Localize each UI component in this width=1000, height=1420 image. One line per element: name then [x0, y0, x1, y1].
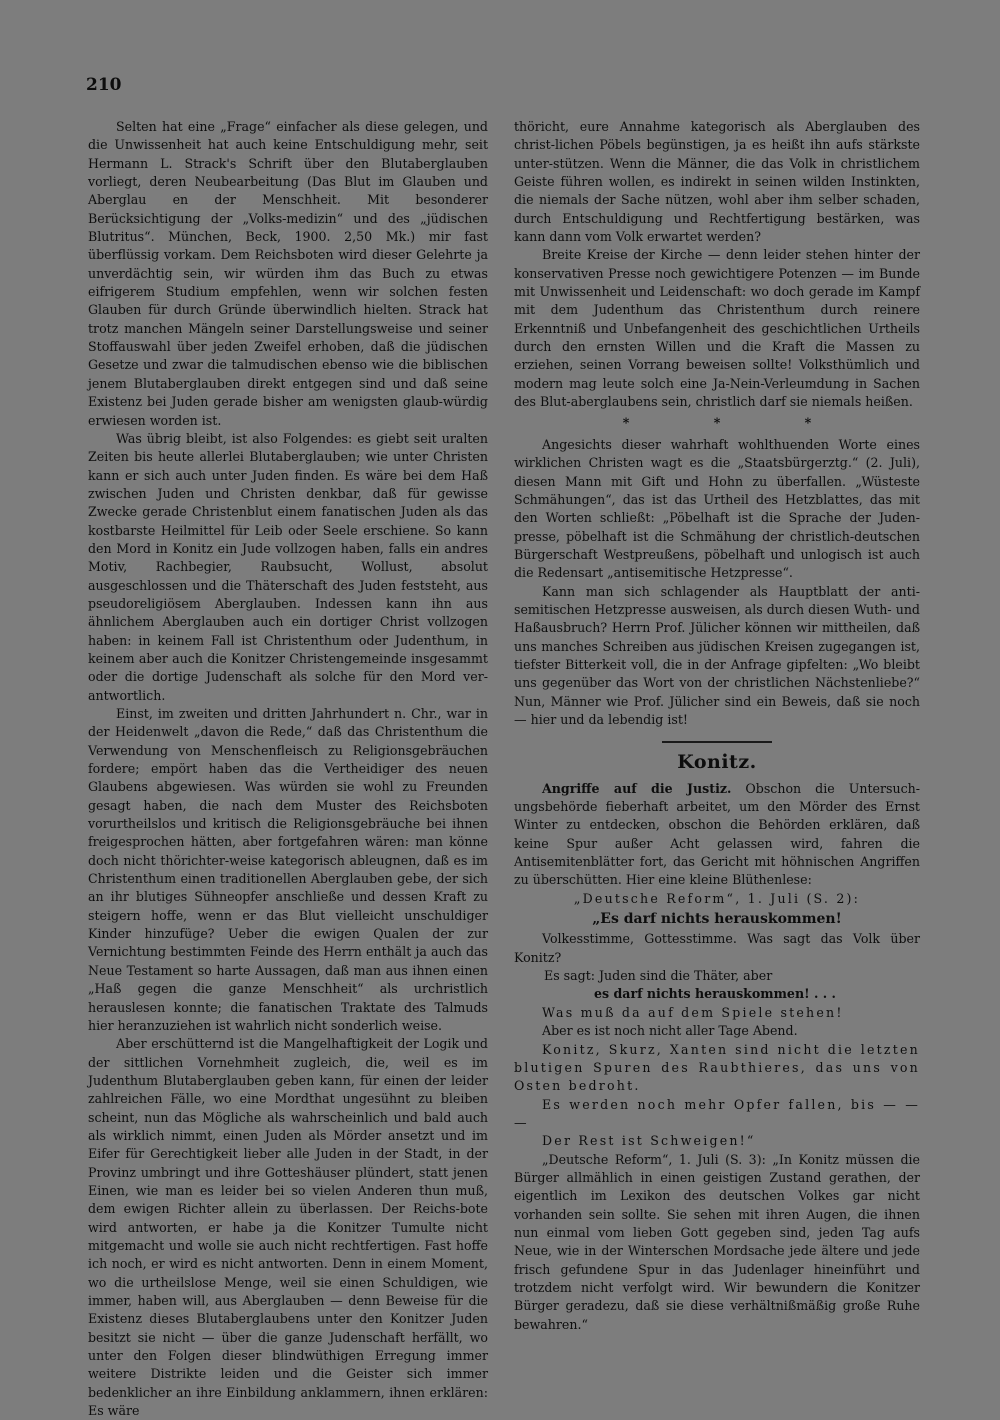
quote-line: Es sagt: Juden sind die Thäter, aber [544, 968, 773, 984]
paragraph: Kann man sich schlagender als Hauptblatt der anti-semitischen Hetzpresse ausweisen, als durch diesen Wuth- und Haßausbruch? Herrn Prof. Jülicher können wir mittheilen, daß uns manches Schreiben aus jüdischen Kreisen zugegangen ist, tiefster Bitterkeit voll, die in der Anfrage gipfelten: „Wo bleibt uns gegenüber das Wort von der christlichen Nächstenliebe?“ Nun, Männer wie Prof. Jülicher sind ein Beweis, daß sie noch — hier und da lebendig ist! [514, 583, 920, 727]
section-heading: Konitz. [677, 751, 757, 774]
paragraph: Einst, im zweiten und dritten Jahrhundert n. Chr., war in der Heidenwelt „davon die Rede,“ daß das Christenthum die Verwendung von Menschenfleisch zu Religionsgebräuchen fordere; empört haben das die Vertheidiger des neuen Glaubens abgewiesen. Was würden sie wohl zu Freunden gesagt haben, die nach dem Muster des Reichsboten vorurtheilslos und kritisch die Religionsgebräuche bei ihnen freigesprochen hätten, aber fortgefahren wären: man könne doch nicht thörichter-weise kategorisch ableugnen, daß es im Christenthum einen traditionellen Aberglauben gebe, der sich an ihr blutiges Sühneopfer anschließe und dessen Kraft zu steigern hoffe, wenn er das Blut vielleicht unschuldiger Kinder hinzufüge? Ueber die ewigen Qualen der zur Vernichtung bestimmten Feinde des Herrn enthält ja auch das Neue Testament so harte Aussagen, daß man aus ihnen einen „Haß gegen die ganze Menschheit“ als urchristlich herauslesen konnte; die fanatischen Traktate des Talmuds hier heranzuziehen ist wahrlich nicht sonderlich weise. [88, 706, 488, 1033]
quote-line: Was muß da auf dem Spiele stehen! [542, 1004, 844, 1020]
section-separator: * * * [622, 414, 852, 430]
quote-title: „Es darf nichts herauskommen! [592, 911, 842, 928]
quote-line: Der Rest ist Schweigen!“ [542, 1133, 756, 1149]
quote-line: Es werden noch mehr Opfer fallen, bis — — — [514, 1096, 920, 1130]
paragraph: Selten hat eine „Frage“ einfacher als diese gelegen, und die Unwissenheit hat auch keine Entschuldigung mehr, seit Hermann L. Strack's Schrift über den Blutaberglauben vorliegt, deren Neubearbeitung (Das Blut im Glauben und Aberglau en der Menschheit. Mit besonderer Berücksichtigung der „Volks-medizin“ und des „jüdischen Blutritus“. München, Beck, 1900. 2,50 Mk.) mir fast überflüssig vorkam. Dem Reichsboten wird dieser Gelehrte ja unverdächtig sein, wir würden ihm das Buch zu etwas eifrigerem Studium empfehlen, wenn wir solchen festen Glauben für durch Gründe überwindlich hielten. Strack hat trotz manchen Mängeln seiner Darstellungsweise und seiner Stoffauswahl über jeden Zweifel erhoben, daß die jüdischen Gesetze und zwar die talmudischen ebenso wie die biblischen jenem Blutaberglauben direkt entgegen sind und daß seine Existenz bei Juden gerade bisher am wenigsten glaub-würdig erwiesen worden ist. [88, 119, 488, 428]
quote-line: Konitz, Skurz, Xanten sind nicht die letzten blutigen Spuren des Raubthieres, das uns von Osten bedroht. [514, 1041, 920, 1094]
lead-in: Angriffe auf die Justiz. [542, 780, 732, 796]
paragraph: thöricht, eure Annahme kategorisch als Aberglauben des christ-lichen Pöbels begünstigen, ja es heißt ihn aufs stärkste unter-stützen. Wenn die Männer, die das Volk in christlichem Geiste führen wollen, es indirekt in seinen wilden Instinkten, die niemals der Sache nützen, wohl aber ihm selber schaden, durch Entschuldigung und Rechtfertigung bestärken, was kann dann vom Volk erwartet werden? [514, 119, 920, 245]
quote-line: Aber es ist noch nicht aller Tage Abend. [542, 1023, 798, 1039]
paragraph: Aber erschütternd ist die Mangelhaftigkeit der Logik und der sittlichen Vornehmheit zugleich, die, weil es im Judenthum Blutaberglauben geben kann, für einen der leider zahlreichen Fälle, wo eine Mordthat ungesühnt zu bleiben scheint, nun das Mögliche als wahrscheinlich und bald auch als wirklich nimmt, einen Juden als Mörder ansetzt und im Eifer für Gerechtigkeit lieber alle Juden in der Stadt, in der Provinz umbringt und ihre Gotteshäuser plündert, statt jenen Einen, wie man es leider bei so vielen Anderen thun muß, dem ewigen Richter allein zu überlassen. Der Reichs-bote wird antworten, er habe ja die Konitzer Tumulte nicht mitgemacht und wolle sie auch nicht rechtfertigen. Fast hoffe ich noch, er wird es nicht antworten. Denn in einem Moment, wo die urtheilslose Menge, weil sie einen Schuldigen, wie immer, haben will, aus Aberglauben — denn Beweise für die Existenz dieses Blutaberglaubens unter den Konitzer Juden besitzt sie nicht — über die ganze Judenschaft herfällt, wo unter den Folgen dieser blindwüthigen Erregung immer weitere Distrikte leiden und die Geister sich immer bedenklicher an ihre Einbildung anklammern, ihnen erklären: Es wäre [88, 1036, 488, 1419]
quote-line: Volkesstimme, Gottesstimme. Was sagt das Volk über Konitz? [514, 931, 920, 965]
paragraph: Breite Kreise der Kirche — denn leider stehen hinter der konservativen Presse noch gewichtigere Potenzen — im Bunde mit Unwissenheit und Leidenschaft: wo doch gerade im Kampf mit dem Judenthum das Christenthum durch reinere Erkenntniß und Unbefangenheit des geschichtlichen Urtheils durch den ernsten Willen und die Kraft die Massen zu erziehen, seinen Vorrang beweisen sollte! Volksthümlich und modern mag leute solch eine Ja-Nein-Verleumdung in Sachen des Blut-aberglaubens sein, christlich darf sie niemals heißen. [514, 247, 920, 410]
page-number: 210 [86, 75, 122, 95]
paragraph: „Deutsche Reform“, 1. Juli (S. 3): „In Konitz müssen die Bürger allmählich in einen geistigen Zustand gerathen, der eigentlich im Lexikon des deutschen Volkes gar nicht vorhanden sein sollte. Sie sehen mit ihren Augen, die ihnen nun einmal vom lieben Gott gegeben sind, jeden Tag aufs Neue, wie in der Winterschen Mordsache jede ältere und jede frisch gefundene Spur in das Judenlager hineinführt und trotzdem nicht verfolgt wird. Wir bewundern die Konitzer Bürger geradezu, daß sie diese verhältnißmäßig große Ruhe bewahren.“ [514, 1151, 920, 1332]
citation: „Deutsche Reform“, 1. Juli (S. 2): [573, 890, 861, 906]
paragraph-text: Obschon die Untersuch-ungsbehörde fieberhaft arbeitet, um den Mörder des Ernst Winter zu entdecken, obschon die Behörden erklären, daß keine Spur außer Acht gelassen wird, fahren die Antisemitenblätter fort, das Gericht mit höhnischen Angriffen zu überschütten. Hier eine kleine Blüthenlese: [514, 780, 920, 888]
divider [662, 741, 772, 743]
right-column [514, 118, 920, 1334]
paragraph: Angesichts dieser wahrhaft wohlthuenden Worte eines wirklichen Christen wagt es die „Staatsbürgerztg.“ (2. Juli), diesen Mann mit Gift und Hohn zu überfallen. „Wüsteste Schmähungen“, das ist das Urtheil des Hetzblattes, das mit den Worten schließt: „Pöbelhaft ist die Sprache der Juden-presse, pöbelhaft ist die Schmähung der christlich-deutschen Bürgerschaft Westpreußens, pöbelhaft und unlogisch ist auch die Redensart „antisemitische Hetzpresse“. [514, 436, 920, 581]
quote-line: es darf nichts herauskommen! . . . [594, 986, 836, 1002]
paragraph: Was übrig bleibt, ist also Folgendes: es giebt seit uralten Zeiten bis heute allerlei Blutaberglauben; wie unter Christen kann er sich auch unter Juden finden. Es wäre bei dem Haß zwischen Juden und Christen denkbar, daß für gewisse Zwecke gerade Christenblut einem fanatischen Juden als das kostbarste Heilmittel für Leib oder Seele erschiene. So kann den Mord in Konitz ein Jude vollzogen haben, falls ein andres Motiv, Rachbegier, Raubsucht, Wollust, absolut ausgeschlossen und die Thäterschaft des Juden feststeht, aus pseudoreligiösem Aberglauben. Indessen kann ihn aus ähnlichem Aberglauben auch ein dortiger Christ vollzogen haben: in keinem Fall ist Christenthum oder Judenthum, in keinem aber auch die Konitzer Christengemeinde insgesammt oder die dortige Judenschaft als solche für den Mord ver-antwortlich. [88, 430, 488, 703]
paragraph [514, 780, 920, 890]
left-column [88, 118, 488, 1420]
